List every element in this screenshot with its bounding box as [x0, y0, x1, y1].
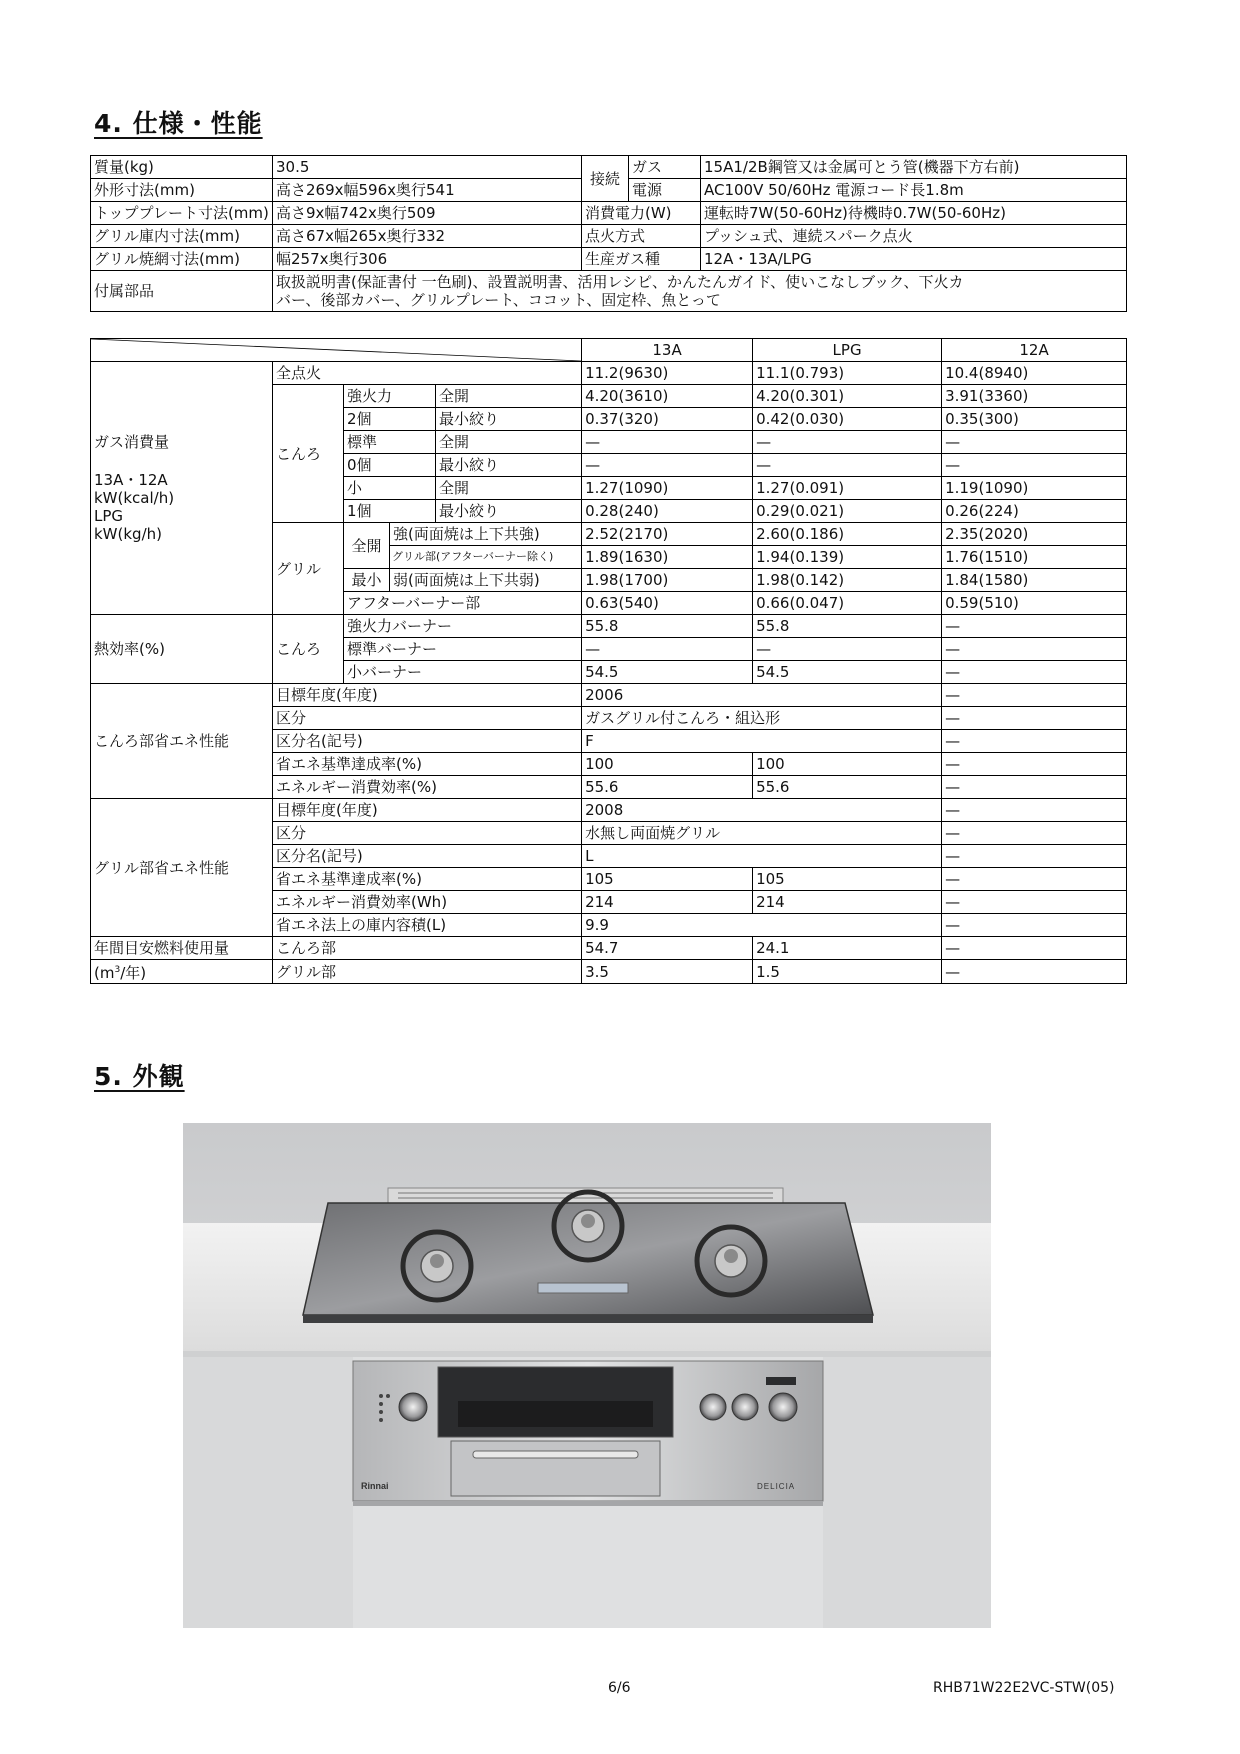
- grill-eco-label: グリル部省エネ性能: [91, 799, 273, 937]
- value-12a: —: [942, 661, 1127, 684]
- value-12a: 3.91(3360): [942, 385, 1127, 408]
- value-12a: —: [942, 845, 1127, 868]
- table-row: [91, 960, 1127, 984]
- value-12a: —: [942, 638, 1127, 661]
- table-row: [91, 937, 1127, 960]
- grill-mode-label: 強(両面焼は上下共強): [390, 523, 582, 546]
- gas-unit-line: 13A・12A: [94, 471, 168, 489]
- grill-mode-label: 弱(両面焼は上下共弱): [390, 569, 582, 592]
- spec-label: グリル庫内寸法(mm): [91, 225, 273, 248]
- efficiency-label: 熱効率(%): [91, 615, 273, 684]
- table-row: [91, 156, 1127, 179]
- performance-table: [90, 338, 1127, 984]
- row-label: 区分: [273, 707, 582, 730]
- value-lpg: 55.8: [753, 615, 942, 638]
- value-lpg: —: [753, 431, 942, 454]
- page-number: 6/6: [608, 1680, 631, 1696]
- diagonal-line: [91, 339, 581, 361]
- spec-value-accessories: [273, 271, 1127, 312]
- value-12a: —: [942, 822, 1127, 845]
- value-12a: 1.76(1510): [942, 546, 1127, 569]
- gas-consumption-title: ガス消費量: [94, 433, 170, 451]
- spec-value: 高さ9x幅742x奥行509: [273, 202, 582, 225]
- unit-text-end: /年): [120, 964, 147, 982]
- grill-mode-label: アフターバーナー部: [344, 592, 582, 615]
- spec-value: AC100V 50/60Hz 電源コード長1.8m: [701, 179, 1127, 202]
- spec-value: プッシュ式、連続スパーク点火: [701, 225, 1127, 248]
- row-label: 標準バーナー: [344, 638, 582, 661]
- value-12a: —: [942, 615, 1127, 638]
- spec-label: 電源: [629, 179, 701, 202]
- value-lpg: 11.1(0.793): [753, 362, 942, 385]
- col-header-lpg: LPG: [753, 339, 942, 362]
- row-label: 小バーナー: [344, 661, 582, 684]
- value-12a: 0.26(224): [942, 500, 1127, 523]
- row-label: グリル部: [273, 960, 582, 984]
- mode-label: 最小絞り: [436, 408, 582, 431]
- value-12a: —: [942, 454, 1127, 477]
- value-13a: —: [582, 431, 753, 454]
- row-label: 強火力バーナー: [344, 615, 582, 638]
- value-12a: —: [942, 776, 1127, 799]
- value-lpg: 2.60(0.186): [753, 523, 942, 546]
- value-lpg: 100: [753, 753, 942, 776]
- value-13a: —: [582, 454, 753, 477]
- value-13a: 214: [582, 891, 753, 914]
- spec-value: 高さ269x幅596x奥行541: [273, 179, 582, 202]
- value-12a: 1.19(1090): [942, 477, 1127, 500]
- value-12a: —: [942, 753, 1127, 776]
- value-13a-lpg: 2006: [582, 684, 942, 707]
- value-12a: 2.35(2020): [942, 523, 1127, 546]
- row-label: 目標年度(年度): [273, 799, 582, 822]
- value-lpg: 1.5: [753, 960, 942, 984]
- table-row: [91, 271, 1127, 312]
- spec-value: 高さ67x幅265x奥行332: [273, 225, 582, 248]
- row-label: エネルギー消費効率(Wh): [273, 891, 582, 914]
- table-header-row: [91, 339, 1127, 362]
- value-13a: 3.5: [582, 960, 753, 984]
- section-4-title: 4. 仕様・性能: [94, 109, 263, 138]
- value-13a: 55.6: [582, 776, 753, 799]
- value-lpg: 1.98(0.142): [753, 569, 942, 592]
- value-12a: —: [942, 684, 1127, 707]
- row-label: 区分名(記号): [273, 730, 582, 753]
- row-label: 区分: [273, 822, 582, 845]
- konro-eco-label: こんろ部省エネ性能: [91, 684, 273, 799]
- value-lpg: 0.66(0.047): [753, 592, 942, 615]
- value-13a-lpg: F: [582, 730, 942, 753]
- value-12a: —: [942, 868, 1127, 891]
- accessories-line-2: バー、後部カバー、グリルプレート、ココット、固定枠、魚とって: [276, 291, 721, 309]
- value-lpg: 1.94(0.139): [753, 546, 942, 569]
- gas-unit-line: kW(kcal/h): [94, 489, 175, 507]
- burner-count: 1個: [344, 500, 436, 523]
- unit-superscript: 3: [114, 965, 121, 975]
- value-lpg: 0.42(0.030): [753, 408, 942, 431]
- value-12a: —: [942, 960, 1127, 984]
- value-lpg: 24.1: [753, 937, 942, 960]
- spec-label: トッププレート寸法(mm): [91, 202, 273, 225]
- value-lpg: —: [753, 638, 942, 661]
- value-13a-lpg: ガスグリル付こんろ・組込形: [582, 707, 942, 730]
- value-lpg: 54.5: [753, 661, 942, 684]
- row-label: 省エネ基準達成率(%): [273, 868, 582, 891]
- header-diagonal-cell: [91, 339, 582, 362]
- series-text: DELICIA: [757, 1482, 796, 1491]
- spec-value: 30.5: [273, 156, 582, 179]
- table-row: [91, 615, 1127, 638]
- value-lpg: 55.6: [753, 776, 942, 799]
- spec-label: 点火方式: [582, 225, 701, 248]
- value-lpg: 0.29(0.021): [753, 500, 942, 523]
- value-lpg: 4.20(0.301): [753, 385, 942, 408]
- value-lpg: 105: [753, 868, 942, 891]
- value-13a: 0.28(240): [582, 500, 753, 523]
- burner-count: 2個: [344, 408, 436, 431]
- basic-spec-table: [90, 155, 1127, 312]
- value-lpg: —: [753, 454, 942, 477]
- spec-label: 接続: [582, 156, 629, 202]
- grill-label: グリル: [273, 523, 344, 615]
- value-12a: —: [942, 914, 1127, 937]
- spec-value: 運転時7W(50-60Hz)待機時0.7W(50-60Hz): [701, 202, 1127, 225]
- value-lpg: 1.27(0.091): [753, 477, 942, 500]
- value-12a: —: [942, 891, 1127, 914]
- row-label: 全点火: [273, 362, 582, 385]
- value-13a: —: [582, 638, 753, 661]
- value-13a: 4.20(3610): [582, 385, 753, 408]
- spec-label: 質量(kg): [91, 156, 273, 179]
- spec-label: 消費電力(W): [582, 202, 701, 225]
- table-row: [91, 225, 1127, 248]
- value-13a: 0.37(320): [582, 408, 753, 431]
- table-row: [91, 684, 1127, 707]
- gas-consumption-label: [91, 362, 273, 615]
- spec-label: グリル焼網寸法(mm): [91, 248, 273, 271]
- efficiency-konro-label: こんろ: [273, 615, 344, 684]
- grill-full-label: 全開: [344, 523, 390, 569]
- burner-count: 0個: [344, 454, 436, 477]
- value-13a-lpg: 9.9: [582, 914, 942, 937]
- row-label: 省エネ法上の庫内容積(L): [273, 914, 582, 937]
- spec-label: 外形寸法(mm): [91, 179, 273, 202]
- mode-label: 最小絞り: [436, 454, 582, 477]
- mode-label: 全開: [436, 431, 582, 454]
- gas-unit-line: kW(kg/h): [94, 525, 162, 543]
- unit-text: (m: [94, 964, 115, 982]
- value-12a: 10.4(8940): [942, 362, 1127, 385]
- row-label: 目標年度(年度): [273, 684, 582, 707]
- brand-text: Rinnai: [361, 1481, 389, 1491]
- value-13a: 0.63(540): [582, 592, 753, 615]
- fuel-usage-unit: [91, 960, 273, 984]
- value-13a: 11.2(9630): [582, 362, 753, 385]
- value-13a: 100: [582, 753, 753, 776]
- table-row: [91, 362, 1127, 385]
- value-13a-lpg: L: [582, 845, 942, 868]
- spec-value: 12A・13A/LPG: [701, 248, 1127, 271]
- burner-label: 強火力: [344, 385, 436, 408]
- table-row: [91, 202, 1127, 225]
- table-row: [91, 799, 1127, 822]
- model-number: RHB71W22E2VC-STW(05): [933, 1680, 1115, 1696]
- mode-label: 最小絞り: [436, 500, 582, 523]
- row-label: エネルギー消費効率(%): [273, 776, 582, 799]
- value-12a: 0.59(510): [942, 592, 1127, 615]
- row-label: 区分名(記号): [273, 845, 582, 868]
- value-lpg: 214: [753, 891, 942, 914]
- value-13a: 54.5: [582, 661, 753, 684]
- table-row: [91, 248, 1127, 271]
- gas-unit-line: LPG: [94, 507, 124, 525]
- spec-value: 幅257x奥行306: [273, 248, 582, 271]
- value-12a: —: [942, 431, 1127, 454]
- mode-label: 全開: [436, 477, 582, 500]
- value-13a: 105: [582, 868, 753, 891]
- value-13a: 55.8: [582, 615, 753, 638]
- value-13a: 1.27(1090): [582, 477, 753, 500]
- value-12a: 1.84(1580): [942, 569, 1127, 592]
- col-header-12a: 12A: [942, 339, 1127, 362]
- burner-label: 標準: [344, 431, 436, 454]
- spec-label: 付属部品: [91, 271, 273, 312]
- value-13a-lpg: 2008: [582, 799, 942, 822]
- col-header-13a: 13A: [582, 339, 753, 362]
- mode-label: 全開: [436, 385, 582, 408]
- spec-value: 15A1/2B鋼管又は金属可とう管(機器下方右前): [701, 156, 1127, 179]
- value-12a: 0.35(300): [942, 408, 1127, 431]
- spec-label: ガス: [629, 156, 701, 179]
- value-12a: —: [942, 730, 1127, 753]
- grill-mode-label: グリル部(アフターバーナー除く): [390, 546, 582, 569]
- value-13a: 2.52(2170): [582, 523, 753, 546]
- value-13a: 54.7: [582, 937, 753, 960]
- row-label: こんろ部: [273, 937, 582, 960]
- grill-min-label: 最小: [344, 569, 390, 592]
- konro-label: こんろ: [273, 385, 344, 523]
- spec-label: 生産ガス種: [582, 248, 701, 271]
- accessories-line-1: 取扱説明書(保証書付 一色刷)、設置説明書、活用レシピ、かんたんガイド、使いこなしブック、下火カ: [276, 273, 964, 291]
- burner-label: 小: [344, 477, 436, 500]
- value-13a: 1.98(1700): [582, 569, 753, 592]
- section-5-title: 5. 外観: [94, 1062, 185, 1091]
- row-label: 省エネ基準達成率(%): [273, 753, 582, 776]
- value-12a: —: [942, 707, 1127, 730]
- product-photo: [183, 1123, 991, 1628]
- value-12a: —: [942, 937, 1127, 960]
- fuel-usage-label: 年間目安燃料使用量: [91, 937, 273, 960]
- value-13a: 1.89(1630): [582, 546, 753, 569]
- value-12a: —: [942, 799, 1127, 822]
- value-13a-lpg: 水無し両面焼グリル: [582, 822, 942, 845]
